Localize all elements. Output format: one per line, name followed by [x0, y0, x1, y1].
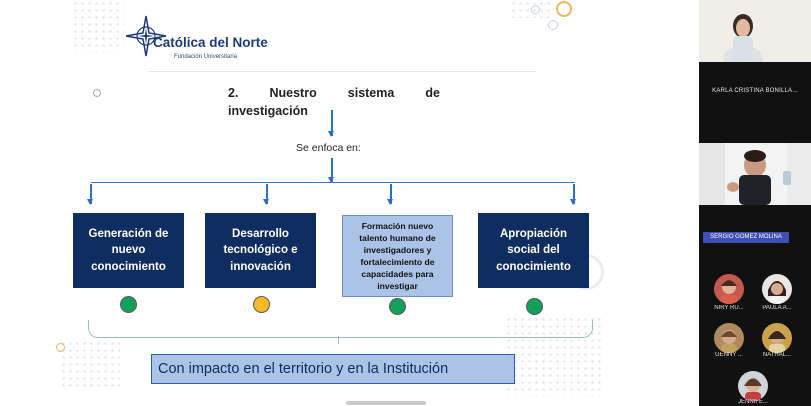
header-divider [148, 71, 536, 72]
focus-box-generacion [73, 213, 184, 288]
arrow-down-icon [331, 110, 333, 136]
participant-name: JENNIFE... [737, 399, 768, 405]
participant-name: GENNY ... [715, 352, 743, 358]
focus-box-desarrollo [205, 213, 316, 288]
status-dot [253, 296, 270, 313]
connector-line [91, 182, 575, 183]
decorative-dots [510, 0, 550, 18]
arrow-down-icon [390, 184, 392, 204]
slide-heading [228, 84, 440, 120]
logo-subtitle: Fundación Universitaria [174, 54, 238, 60]
arrow-down-icon [331, 158, 333, 182]
heading-word: Nuestro [269, 86, 317, 100]
participant-avatar[interactable] [762, 274, 792, 304]
decorative-ring [93, 89, 101, 97]
arrow-down-icon [90, 184, 92, 204]
participant-video[interactable] [699, 0, 811, 62]
participant-name: KARLA CRISTINA BONILLA... [712, 88, 798, 94]
focus-box-label: Desarrollo tecnológico e innovación [223, 227, 298, 273]
heading-word: de [425, 86, 440, 100]
logo-title: Católica del Norte [153, 35, 268, 50]
focus-label: Se enfoca en: [296, 142, 361, 154]
participant-man-image [699, 143, 811, 205]
participant-name: NIRY RU... [714, 305, 744, 311]
decorative-ring [531, 5, 540, 14]
decorative-ring [56, 343, 65, 352]
heading-line-2: investigación [228, 104, 308, 118]
participant-name: PAULA A... [762, 305, 792, 311]
impact-banner: Con impacto en el territorio y en la Institución [151, 354, 515, 384]
participant-avatar[interactable] [714, 274, 744, 304]
participant-avatar[interactable] [738, 371, 768, 401]
participant-video[interactable] [699, 143, 811, 205]
grouping-brace [88, 320, 593, 338]
status-dot [526, 298, 543, 315]
decorative-ring [548, 20, 558, 30]
avatar-image [714, 323, 744, 353]
focus-box-formacion [342, 215, 453, 297]
avatar-image [762, 274, 792, 304]
participant-avatar[interactable] [714, 323, 744, 353]
avatar-image [762, 323, 792, 353]
status-dot [120, 296, 137, 313]
catolica-del-norte-logo [124, 14, 274, 66]
grouping-brace-tip [338, 336, 339, 344]
arrow-down-icon [573, 184, 575, 204]
focus-box-label: Apropiación social del conocimiento [496, 227, 571, 273]
participant-woman-image [699, 0, 811, 62]
active-speaker-name: SERGIO GOMEZ MOLINA [703, 232, 789, 243]
status-dot [389, 298, 406, 315]
participant-name: NATHAL... [762, 352, 792, 358]
avatar-image [738, 371, 768, 401]
arrow-down-icon [266, 184, 268, 204]
decorative-dots [60, 340, 120, 390]
focus-box-apropiacion [478, 213, 589, 288]
decorative-ring [556, 1, 572, 17]
heading-number: 2. [228, 86, 239, 100]
heading-word: sistema [347, 86, 395, 100]
participant-avatar[interactable] [762, 323, 792, 353]
focus-box-label: Generación de nuevo conocimiento [88, 227, 169, 273]
horizontal-scrollbar[interactable] [346, 401, 426, 405]
decorative-dots [72, 0, 124, 52]
focus-box-label: Formación nuevo talento humano de investigadores y fortalecimiento de capacidades para investigar [359, 221, 436, 291]
avatar-image [714, 274, 744, 304]
